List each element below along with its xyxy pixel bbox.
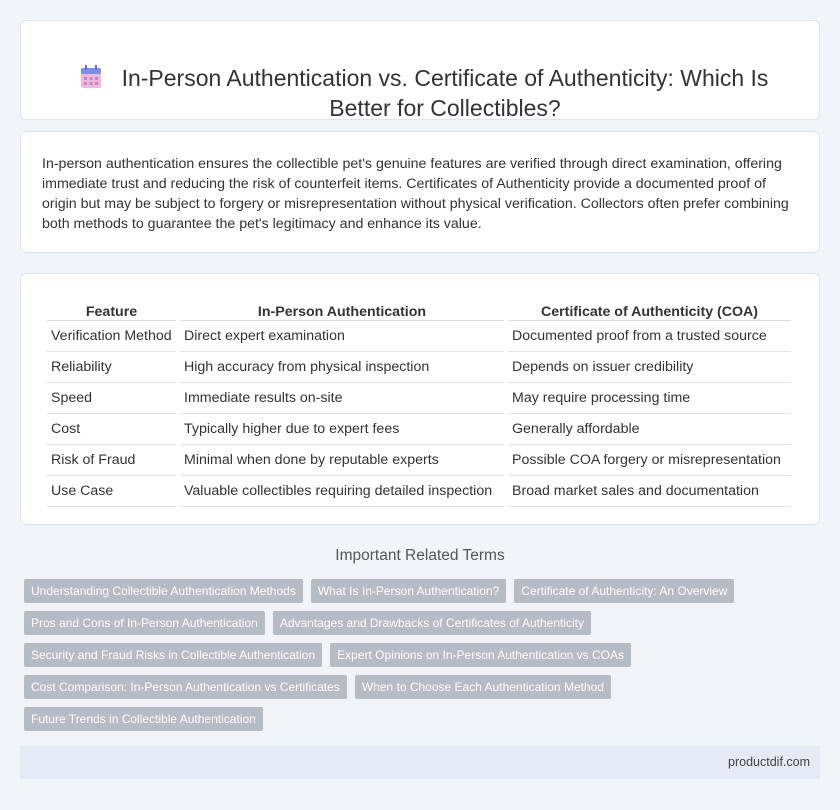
table-cell: Depends on issuer credibility (508, 352, 791, 383)
related-term-tag[interactable]: Understanding Collectible Authentication Methods (24, 579, 303, 603)
table-row (47, 321, 791, 352)
summary-card (20, 131, 820, 253)
related-term-tag[interactable]: Expert Opinions on In-Person Authentication vs COAs (330, 643, 631, 667)
summary-text: In-person authentication ensures the collectible pet's genuine features are verified through direct examination, offering immediate trust and reducing the risk of counterfeit items. Certificates of Authenticity provide a documented proof of origin but may be subject to forgery or misrepresentation without physical verification. Collectors often prefer combining both methods to guarantee the pet's legitimacy and enhance its value. (42, 156, 789, 232)
table-cell: Speed (47, 383, 176, 414)
table-cell: Reliability (47, 352, 176, 383)
title-card (20, 20, 820, 120)
table-cell: Immediate results on-site (180, 383, 504, 414)
table-row (47, 352, 791, 383)
table-cell: Typically higher due to expert fees (180, 414, 504, 445)
table-cell: Risk of Fraud (47, 445, 176, 476)
table-cell: Cost (47, 414, 176, 445)
table-cell: Broad market sales and documentation (508, 476, 791, 507)
related-term-tag[interactable]: Cost Comparison: In-Person Authentication vs Certificates (24, 675, 347, 699)
table-header-row (47, 295, 791, 321)
related-terms-list (24, 579, 784, 731)
footer (20, 746, 820, 779)
table-cell: Minimal when done by reputable experts (180, 445, 504, 476)
table-cell: Verification Method (47, 321, 176, 352)
related-term-tag[interactable]: Security and Fraud Risks in Collectible Authentication (24, 643, 322, 667)
comparison-table-card (20, 273, 820, 525)
table-row (47, 383, 791, 414)
table-row (47, 445, 791, 476)
table-cell: High accuracy from physical inspection (180, 352, 504, 383)
related-term-tag[interactable]: What Is In-Person Authentication? (311, 579, 506, 603)
related-term-tag[interactable]: Pros and Cons of In-Person Authentication (24, 611, 265, 635)
table-cell: Valuable collectibles requiring detailed inspection (180, 476, 504, 507)
table-cell: Use Case (47, 476, 176, 507)
comparison-table (43, 295, 795, 507)
table-row (47, 414, 791, 445)
column-header: Certificate of Authenticity (COA) (508, 295, 791, 321)
table-cell: May require processing time (508, 383, 791, 414)
site-name[interactable]: productdif.com (728, 755, 810, 769)
related-term-tag[interactable]: Future Trends in Collectible Authentication (24, 707, 263, 731)
table-cell: Generally affordable (508, 414, 791, 445)
column-header: In-Person Authentication (180, 295, 504, 321)
table-row (47, 476, 791, 507)
related-term-tag[interactable]: Advantages and Drawbacks of Certificates of Authenticity (273, 611, 591, 635)
related-term-tag[interactable]: When to Choose Each Authentication Method (355, 675, 611, 699)
related-terms-heading: Important Related Terms (335, 547, 505, 564)
page-title: In-Person Authentication vs. Certificate of Authenticity: Which Is Better for Collectibles? (121, 65, 769, 121)
column-header: Feature (47, 295, 176, 321)
table-cell: Possible COA forgery or misrepresentation (508, 445, 791, 476)
table-cell: Direct expert examination (180, 321, 504, 352)
table-cell: Documented proof from a trusted source (508, 321, 791, 352)
related-term-tag[interactable]: Certificate of Authenticity: An Overview (514, 579, 734, 603)
